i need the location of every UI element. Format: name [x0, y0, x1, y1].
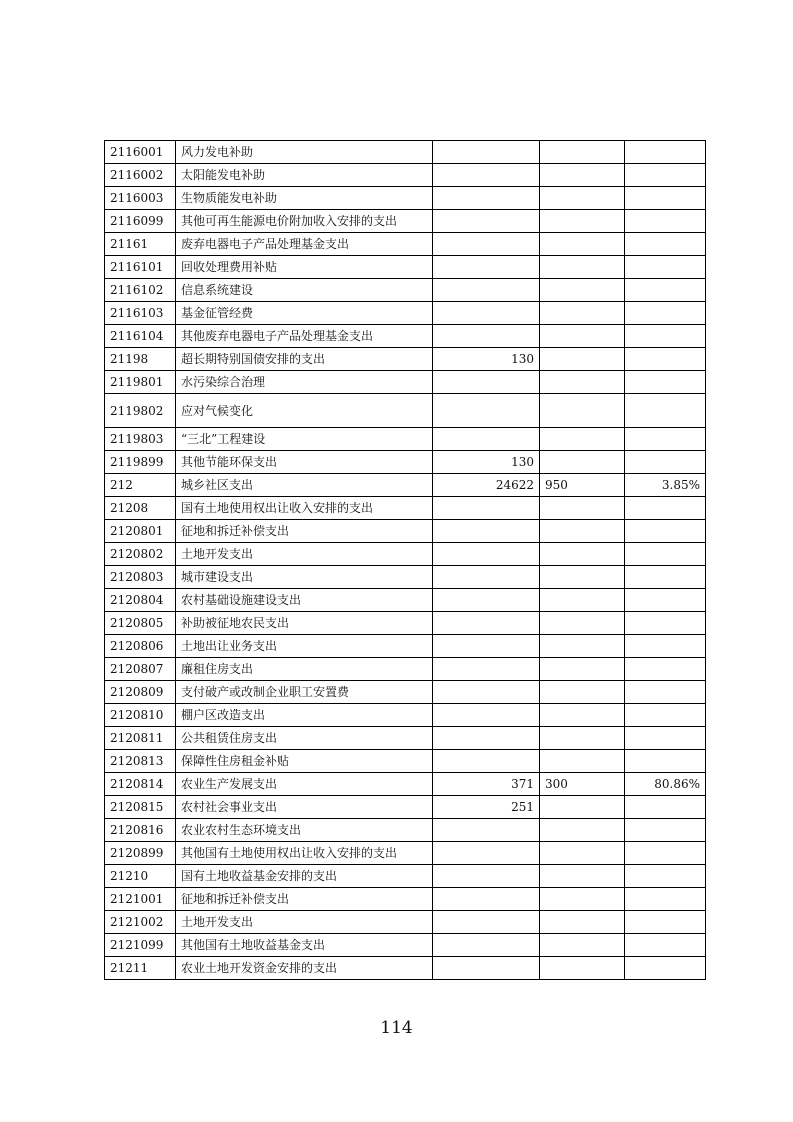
row-col3-cell [540, 233, 625, 256]
table-row [105, 796, 706, 819]
row-name-cell: 土地出让业务支出 [176, 635, 433, 658]
row-col4-cell [625, 589, 706, 612]
row-code-cell: 2120802 [105, 543, 176, 566]
table-row [105, 394, 706, 428]
table-row [105, 520, 706, 543]
table-row [105, 727, 706, 750]
row-code-cell: 21211 [105, 957, 176, 980]
table-row [105, 279, 706, 302]
row-name-cell: 信息系统建设 [176, 279, 433, 302]
row-name-cell: 其他废弃电器电子产品处理基金支出 [176, 325, 433, 348]
row-col3-cell [540, 612, 625, 635]
row-amount-cell [433, 658, 540, 681]
table-row [105, 187, 706, 210]
row-amount-cell [433, 727, 540, 750]
row-col3-cell [540, 865, 625, 888]
row-col3-cell [540, 279, 625, 302]
row-amount-cell [433, 819, 540, 842]
row-code-cell: 2116104 [105, 325, 176, 348]
row-amount-cell: 251 [433, 796, 540, 819]
row-amount-cell [433, 497, 540, 520]
row-col3-cell [540, 428, 625, 451]
row-amount-cell [433, 394, 540, 428]
row-name-cell: 废弃电器电子产品处理基金支出 [176, 233, 433, 256]
row-name-cell: 超长期特别国债安排的支出 [176, 348, 433, 371]
row-col4-cell [625, 865, 706, 888]
row-col4-cell: 3.85% [625, 474, 706, 497]
row-amount-cell [433, 210, 540, 233]
row-col3-cell [540, 520, 625, 543]
row-col4-cell [625, 635, 706, 658]
row-name-cell: 城乡社区支出 [176, 474, 433, 497]
table-row [105, 911, 706, 934]
table-row [105, 141, 706, 164]
row-col3-cell [540, 164, 625, 187]
row-col4-cell [625, 371, 706, 394]
row-code-cell: 2119801 [105, 371, 176, 394]
row-amount-cell [433, 543, 540, 566]
row-code-cell: 212 [105, 474, 176, 497]
row-code-cell: 2116102 [105, 279, 176, 302]
table-row [105, 819, 706, 842]
row-col4-cell [625, 141, 706, 164]
row-amount-cell: 371 [433, 773, 540, 796]
row-col4-cell [625, 233, 706, 256]
row-col3-cell [540, 681, 625, 704]
row-code-cell: 2119899 [105, 451, 176, 474]
row-name-cell: 支付破产或改制企业职工安置费 [176, 681, 433, 704]
row-code-cell: 2120809 [105, 681, 176, 704]
table-row [105, 371, 706, 394]
row-col4-cell [625, 428, 706, 451]
row-amount-cell [433, 520, 540, 543]
row-col3-cell [540, 635, 625, 658]
row-code-cell: 21210 [105, 865, 176, 888]
table-row [105, 934, 706, 957]
row-name-cell: 农业农村生态环境支出 [176, 819, 433, 842]
row-name-cell: 水污染综合治理 [176, 371, 433, 394]
row-col4-cell [625, 187, 706, 210]
row-col3-cell [540, 497, 625, 520]
row-col4-cell [625, 497, 706, 520]
row-col4-cell: 80.86% [625, 773, 706, 796]
row-amount-cell [433, 325, 540, 348]
row-amount-cell [433, 428, 540, 451]
row-col3-cell [540, 256, 625, 279]
row-code-cell: 2120811 [105, 727, 176, 750]
row-name-cell: 其他国有土地使用权出让收入安排的支出 [176, 842, 433, 865]
table-row [105, 704, 706, 727]
row-code-cell: 2119802 [105, 394, 176, 428]
row-col3-cell [540, 394, 625, 428]
table-row [105, 256, 706, 279]
row-amount-cell [433, 750, 540, 773]
row-amount-cell [433, 704, 540, 727]
row-name-cell: 生物质能发电补助 [176, 187, 433, 210]
row-col3-cell [540, 750, 625, 773]
row-code-cell: 2116103 [105, 302, 176, 325]
table-row [105, 451, 706, 474]
row-col4-cell [625, 566, 706, 589]
row-col3-cell [540, 727, 625, 750]
row-code-cell: 2116003 [105, 187, 176, 210]
row-name-cell: 国有土地收益基金安排的支出 [176, 865, 433, 888]
row-col4-cell [625, 543, 706, 566]
row-code-cell: 2120813 [105, 750, 176, 773]
row-col4-cell [625, 842, 706, 865]
table-row [105, 164, 706, 187]
row-name-cell: 廉租住房支出 [176, 658, 433, 681]
row-code-cell: 2120806 [105, 635, 176, 658]
row-amount-cell [433, 957, 540, 980]
table-body [105, 141, 706, 980]
row-amount-cell: 130 [433, 348, 540, 371]
row-code-cell: 2116001 [105, 141, 176, 164]
row-col4-cell [625, 325, 706, 348]
table-row [105, 589, 706, 612]
row-name-cell: 其他可再生能源电价附加收入安排的支出 [176, 210, 433, 233]
row-col4-cell [625, 750, 706, 773]
row-amount-cell [433, 141, 540, 164]
row-col3-cell [540, 348, 625, 371]
row-col3-cell [540, 888, 625, 911]
table-row [105, 543, 706, 566]
row-name-cell: 补助被征地农民支出 [176, 612, 433, 635]
row-name-cell: 棚户区改造支出 [176, 704, 433, 727]
row-col4-cell [625, 520, 706, 543]
row-col4-cell [625, 612, 706, 635]
row-col4-cell [625, 888, 706, 911]
row-name-cell: 农业土地开发资金安排的支出 [176, 957, 433, 980]
row-amount-cell [433, 612, 540, 635]
row-col4-cell [625, 348, 706, 371]
row-code-cell: 2120804 [105, 589, 176, 612]
row-name-cell: 保障性住房租金补贴 [176, 750, 433, 773]
row-amount-cell [433, 164, 540, 187]
row-col3-cell: 300 [540, 773, 625, 796]
row-amount-cell: 24622 [433, 474, 540, 497]
table-row [105, 681, 706, 704]
row-name-cell: 农村社会事业支出 [176, 796, 433, 819]
table-row [105, 750, 706, 773]
row-col4-cell [625, 164, 706, 187]
row-col3-cell [540, 371, 625, 394]
row-col3-cell [540, 819, 625, 842]
row-col4-cell [625, 704, 706, 727]
row-code-cell: 2120899 [105, 842, 176, 865]
row-col4-cell [625, 957, 706, 980]
row-name-cell: 其他国有土地收益基金支出 [176, 934, 433, 957]
row-amount-cell [433, 635, 540, 658]
row-amount-cell [433, 256, 540, 279]
table-row [105, 325, 706, 348]
row-col4-cell [625, 911, 706, 934]
table-row [105, 842, 706, 865]
row-code-cell: 2120801 [105, 520, 176, 543]
row-col3-cell: 950 [540, 474, 625, 497]
row-col4-cell [625, 279, 706, 302]
row-amount-cell [433, 681, 540, 704]
row-amount-cell: 130 [433, 451, 540, 474]
table-row [105, 302, 706, 325]
row-amount-cell [433, 279, 540, 302]
row-col4-cell [625, 394, 706, 428]
row-col3-cell [540, 957, 625, 980]
row-col3-cell [540, 451, 625, 474]
row-col4-cell [625, 727, 706, 750]
row-code-cell: 2121001 [105, 888, 176, 911]
row-amount-cell [433, 934, 540, 957]
row-name-cell: 公共租赁住房支出 [176, 727, 433, 750]
row-col4-cell [625, 658, 706, 681]
row-amount-cell [433, 842, 540, 865]
row-name-cell: 农村基础设施建设支出 [176, 589, 433, 612]
row-col3-cell [540, 302, 625, 325]
row-code-cell: 2120814 [105, 773, 176, 796]
table-row [105, 566, 706, 589]
row-amount-cell [433, 187, 540, 210]
row-name-cell: 回收处理费用补贴 [176, 256, 433, 279]
row-code-cell: 2116002 [105, 164, 176, 187]
row-col3-cell [540, 589, 625, 612]
row-name-cell: 城市建设支出 [176, 566, 433, 589]
row-code-cell: 21161 [105, 233, 176, 256]
table-row [105, 233, 706, 256]
row-name-cell: 土地开发支出 [176, 911, 433, 934]
row-col3-cell [540, 704, 625, 727]
row-col3-cell [540, 566, 625, 589]
row-code-cell: 2116101 [105, 256, 176, 279]
row-name-cell: 基金征管经费 [176, 302, 433, 325]
row-name-cell: 太阳能发电补助 [176, 164, 433, 187]
row-col3-cell [540, 934, 625, 957]
row-name-cell: 征地和拆迁补偿支出 [176, 888, 433, 911]
budget-table [104, 140, 706, 980]
row-amount-cell [433, 888, 540, 911]
table-row [105, 497, 706, 520]
row-col4-cell [625, 934, 706, 957]
row-code-cell: 2119803 [105, 428, 176, 451]
row-col4-cell [625, 210, 706, 233]
table-row [105, 865, 706, 888]
row-col4-cell [625, 819, 706, 842]
row-name-cell: 征地和拆迁补偿支出 [176, 520, 433, 543]
page-number: 114 [380, 1018, 413, 1038]
table-row [105, 210, 706, 233]
table-row [105, 474, 706, 497]
row-name-cell: 应对气候变化 [176, 394, 433, 428]
row-col3-cell [540, 911, 625, 934]
row-amount-cell [433, 302, 540, 325]
row-col4-cell [625, 681, 706, 704]
row-col3-cell [540, 658, 625, 681]
row-col3-cell [540, 210, 625, 233]
row-code-cell: 2116099 [105, 210, 176, 233]
row-col3-cell [540, 187, 625, 210]
row-col3-cell [540, 325, 625, 348]
row-code-cell: 2120815 [105, 796, 176, 819]
table-row [105, 348, 706, 371]
table-row [105, 888, 706, 911]
row-col4-cell [625, 302, 706, 325]
row-code-cell: 2120803 [105, 566, 176, 589]
row-amount-cell [433, 371, 540, 394]
table-row [105, 635, 706, 658]
table-row [105, 957, 706, 980]
row-col4-cell [625, 451, 706, 474]
row-col3-cell [540, 842, 625, 865]
table-row [105, 773, 706, 796]
row-name-cell: 国有土地使用权出让收入安排的支出 [176, 497, 433, 520]
table-row [105, 612, 706, 635]
row-col3-cell [540, 141, 625, 164]
row-code-cell: 21198 [105, 348, 176, 371]
row-name-cell: 其他节能环保支出 [176, 451, 433, 474]
table-row [105, 428, 706, 451]
row-amount-cell [433, 911, 540, 934]
row-col3-cell [540, 543, 625, 566]
row-col4-cell [625, 796, 706, 819]
row-name-cell: 农业生产发展支出 [176, 773, 433, 796]
row-amount-cell [433, 233, 540, 256]
row-code-cell: 2120807 [105, 658, 176, 681]
row-name-cell: 风力发电补助 [176, 141, 433, 164]
row-name-cell: 土地开发支出 [176, 543, 433, 566]
row-col4-cell [625, 256, 706, 279]
table-row [105, 658, 706, 681]
row-code-cell: 2120816 [105, 819, 176, 842]
row-amount-cell [433, 566, 540, 589]
row-amount-cell [433, 589, 540, 612]
row-name-cell: “三北”工程建设 [176, 428, 433, 451]
row-code-cell: 2120805 [105, 612, 176, 635]
row-col3-cell [540, 796, 625, 819]
row-code-cell: 21208 [105, 497, 176, 520]
row-code-cell: 2121099 [105, 934, 176, 957]
row-amount-cell [433, 865, 540, 888]
row-code-cell: 2121002 [105, 911, 176, 934]
row-code-cell: 2120810 [105, 704, 176, 727]
